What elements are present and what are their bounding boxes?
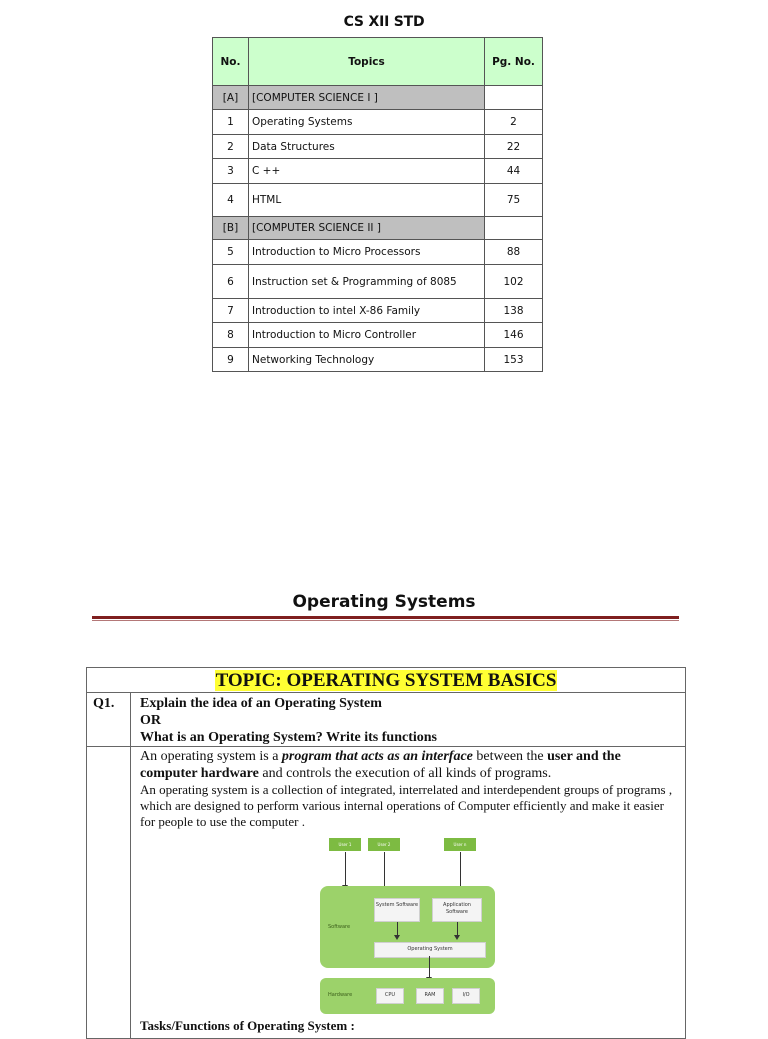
box-column-divider: [130, 692, 131, 1038]
toc-row-topic: [COMPUTER SCIENCE II ]: [249, 217, 485, 240]
chapter-divider-thin: [92, 620, 679, 621]
toc-row-pg: 138: [485, 299, 543, 323]
user-n-box: User n: [444, 838, 476, 851]
question-line: OR: [140, 713, 161, 728]
topic-heading-text: TOPIC: OPERATING SYSTEM BASICS: [215, 670, 557, 691]
software-label: Software: [328, 924, 351, 930]
toc-row-topic: [COMPUTER SCIENCE I ]: [249, 86, 485, 110]
toc-row-no: 5: [213, 240, 249, 265]
toc-header-pg: Pg. No.: [485, 38, 543, 86]
system-software-box: System Software: [374, 898, 420, 922]
hardware-label: Hardware: [328, 992, 353, 998]
toc-row-topic: Data Structures: [249, 135, 485, 159]
toc-row-topic: Instruction set & Programming of 8085: [249, 265, 485, 299]
toc-row-topic: HTML: [249, 184, 485, 217]
hardware-group: [320, 978, 495, 1014]
toc-row-no: 2: [213, 135, 249, 159]
chapter-divider: [92, 616, 679, 619]
topic-heading: [87, 670, 685, 692]
toc-row-pg: [485, 217, 543, 240]
toc-row-pg: 102: [485, 265, 543, 299]
toc-row-no: [A]: [213, 86, 249, 110]
box-divider: [87, 746, 685, 747]
chapter-title: Operating Systems: [292, 592, 476, 612]
question-line: What is an Operating System? Write its functions: [140, 730, 437, 745]
toc-row-no: 3: [213, 159, 249, 184]
question-text: [140, 695, 437, 746]
arrow-icon: [429, 956, 430, 978]
toc-title: CS XII STD: [343, 14, 425, 30]
question-number: Q1.: [93, 696, 115, 711]
answer-paragraph-1: [140, 748, 680, 782]
tasks-heading: Tasks/Functions of Operating System :: [140, 1018, 355, 1033]
io-box: I/O: [452, 988, 480, 1004]
toc-row-topic: Operating Systems: [249, 110, 485, 135]
toc-header-no: No.: [213, 38, 249, 86]
toc-row-no: 9: [213, 348, 249, 372]
toc-row: [213, 135, 543, 159]
toc-row-no: 6: [213, 265, 249, 299]
arrow-icon: [457, 922, 458, 936]
toc-table: [212, 37, 543, 372]
toc-section-row: [213, 86, 543, 110]
user-2-box: User 2: [368, 838, 400, 851]
toc-row-no: 8: [213, 323, 249, 348]
os-diagram: [320, 838, 500, 1014]
application-software-box: Application Software: [432, 898, 482, 922]
toc-row-topic: Introduction to Micro Controller: [249, 323, 485, 348]
answer-emphasis: program that acts as an interface: [281, 749, 473, 764]
toc-row: [213, 110, 543, 135]
answer-text: [140, 748, 680, 830]
toc-row-pg: 153: [485, 348, 543, 372]
toc-header-topics: Topics: [249, 38, 485, 86]
toc-row: [213, 348, 543, 372]
answer-paragraph-2: An operating system is a collection of integrated, interrelated and interdependent groups of programs , which are designed to perform various internal operations of Computer efficiently and make it easier for people to use the computer .: [140, 782, 673, 829]
box-divider: [87, 692, 685, 693]
answer-bold: user and the computer hardware: [140, 749, 621, 781]
toc-row-topic: Networking Technology: [249, 348, 485, 372]
toc-row-no: 1: [213, 110, 249, 135]
toc-row-pg: 88: [485, 240, 543, 265]
toc-row: [213, 159, 543, 184]
toc-row-topic: Introduction to intel X-86 Family: [249, 299, 485, 323]
answer-text-span: and controls the execution of all kinds of programs.: [258, 766, 552, 781]
toc-row-no: [B]: [213, 217, 249, 240]
arrow-icon: [345, 852, 346, 886]
toc-row-pg: 75: [485, 184, 543, 217]
cpu-box: CPU: [376, 988, 404, 1004]
software-group: [320, 886, 495, 968]
toc-row: [213, 265, 543, 299]
user-1-box: User 1: [329, 838, 361, 851]
toc-row-topic: C ++: [249, 159, 485, 184]
toc-header-row: [213, 38, 543, 86]
toc-row: [213, 323, 543, 348]
toc-row-pg: 146: [485, 323, 543, 348]
toc-row-pg: 44: [485, 159, 543, 184]
toc-row-no: 4: [213, 184, 249, 217]
answer-text-span: An operating system is a: [140, 749, 282, 764]
toc-row: [213, 184, 543, 217]
toc-row-topic: Introduction to Micro Processors: [249, 240, 485, 265]
toc-row-pg: 2: [485, 110, 543, 135]
arrow-icon: [397, 922, 398, 936]
answer-text-span: between the: [472, 749, 548, 764]
toc-row: [213, 240, 543, 265]
ram-box: RAM: [416, 988, 444, 1004]
operating-system-box: Operating System: [374, 942, 486, 958]
toc-row-pg: [485, 86, 543, 110]
toc-section-row: [213, 217, 543, 240]
toc-row-no: 7: [213, 299, 249, 323]
toc-row: [213, 299, 543, 323]
toc-row-pg: 22: [485, 135, 543, 159]
question-line: Explain the idea of an Operating System: [140, 696, 382, 711]
